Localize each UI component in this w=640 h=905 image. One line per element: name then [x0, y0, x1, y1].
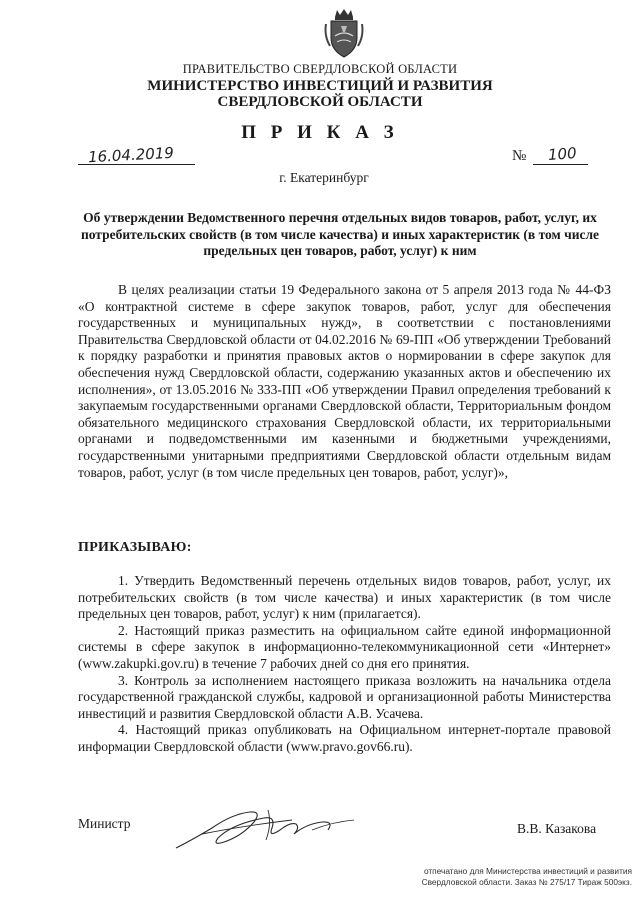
order-item: 2. Настоящий приказ разместить на официальном сайте единой информационной системы в сфере закупок в информационно-телекоммуникационной сети «Интернет» (www.zakupki.gov.ru) в течение 7 рабочих дней со дня его принятия. — [78, 622, 611, 671]
city: г. Екатеринбург — [279, 170, 369, 185]
order-item: 3. Контроль за исполнением настоящего приказа возложить на начальника отдела государственной гражданской службы, кадровой и организационной работы Министерства инвестиций и развития Свердловской области А.В. Усачева. — [78, 672, 611, 721]
ministry-name — [0, 78, 640, 110]
government-name: ПРАВИТЕЛЬСТВО СВЕРДЛОВСКОЙ ОБЛАСТИ — [182, 62, 458, 76]
signatory-name: В.В. Казакова — [517, 821, 597, 836]
number-underline — [533, 164, 588, 165]
ministry-name-line1: МИНИСТЕРСТВО ИНВЕСТИЦИЙ И РАЗВИТИЯ — [147, 78, 493, 94]
order-word: ПРИКАЗЫВАЮ: — [78, 540, 192, 555]
document-type: П Р И К А З — [241, 122, 399, 143]
date-underline — [78, 164, 195, 165]
print-info — [422, 866, 632, 888]
number-sign: № — [512, 148, 527, 164]
order-date: 16.04.2019 — [87, 143, 175, 167]
preamble — [78, 282, 611, 481]
print-info-line1: отпечатано для Министерства инвестиций и развития — [423, 866, 632, 876]
coat-of-arms-icon — [323, 8, 365, 60]
order-item: 4. Настоящий приказ опубликовать на Официальном интернет-портале правовой информации Свердловской области (www.pravo.gov66.ru). — [78, 722, 611, 754]
order-item: 1. Утвердить Ведомственный перечень отдельных видов товаров, работ, услуг, их потребительских свойств (в том числе качества) и иных характеристик (в том числе предельных цен товаров, работ, услуг) к ним (прилагается). — [78, 573, 611, 622]
signatory-position: Министр — [78, 816, 131, 831]
ministry-name-line2: СВЕРДЛОВСКОЙ ОБЛАСТИ — [217, 94, 423, 110]
order-title: Об утверждении Ведомственного перечня отдельных видов товаров, работ, услуг, их потребительских свойств (в том числе качества) и иных характеристик (в том числе предельных цен товаров, работ, услуг) к ним — [80, 210, 600, 258]
handwritten-signature — [172, 800, 372, 852]
print-info-line2: Свердловской области. Заказ № 275/17 Тираж 500экз. — [421, 877, 632, 887]
order-number: 100 — [547, 144, 578, 164]
order-items — [78, 573, 611, 756]
preamble-paragraph: В целях реализации статьи 19 Федерального закона от 5 апреля 2013 года № 44-ФЗ «О контрактной системе в сфере закупок товаров, работ, услуг для обеспечения государственных и муниципальных нужд», в соответствии с постановлениями Правительства Свердловской области от 04.02.2016 № 69-ПП «Об утверждении Требований к порядку разработки и принятия правовых актов о нормировании в сфере закупок для обеспечения нужд Свердловской области, содержанию указанных актов и обеспечению их исполнения», от 13.05.2016 № 333-ПП «Об утверждении Правил определения требований к закупаемым государственными органами Свердловской области, Территориальным фондом обязательного медицинского страхования Свердловской области, их территориальными органами и подведомственными им казенными и бюджетными учреждениями, государственными унитарными предприятиями Свердловской области отдельным видам товаров, работ, услуг (в том числе предельных цен товаров, работ, услуг)», — [78, 282, 611, 480]
